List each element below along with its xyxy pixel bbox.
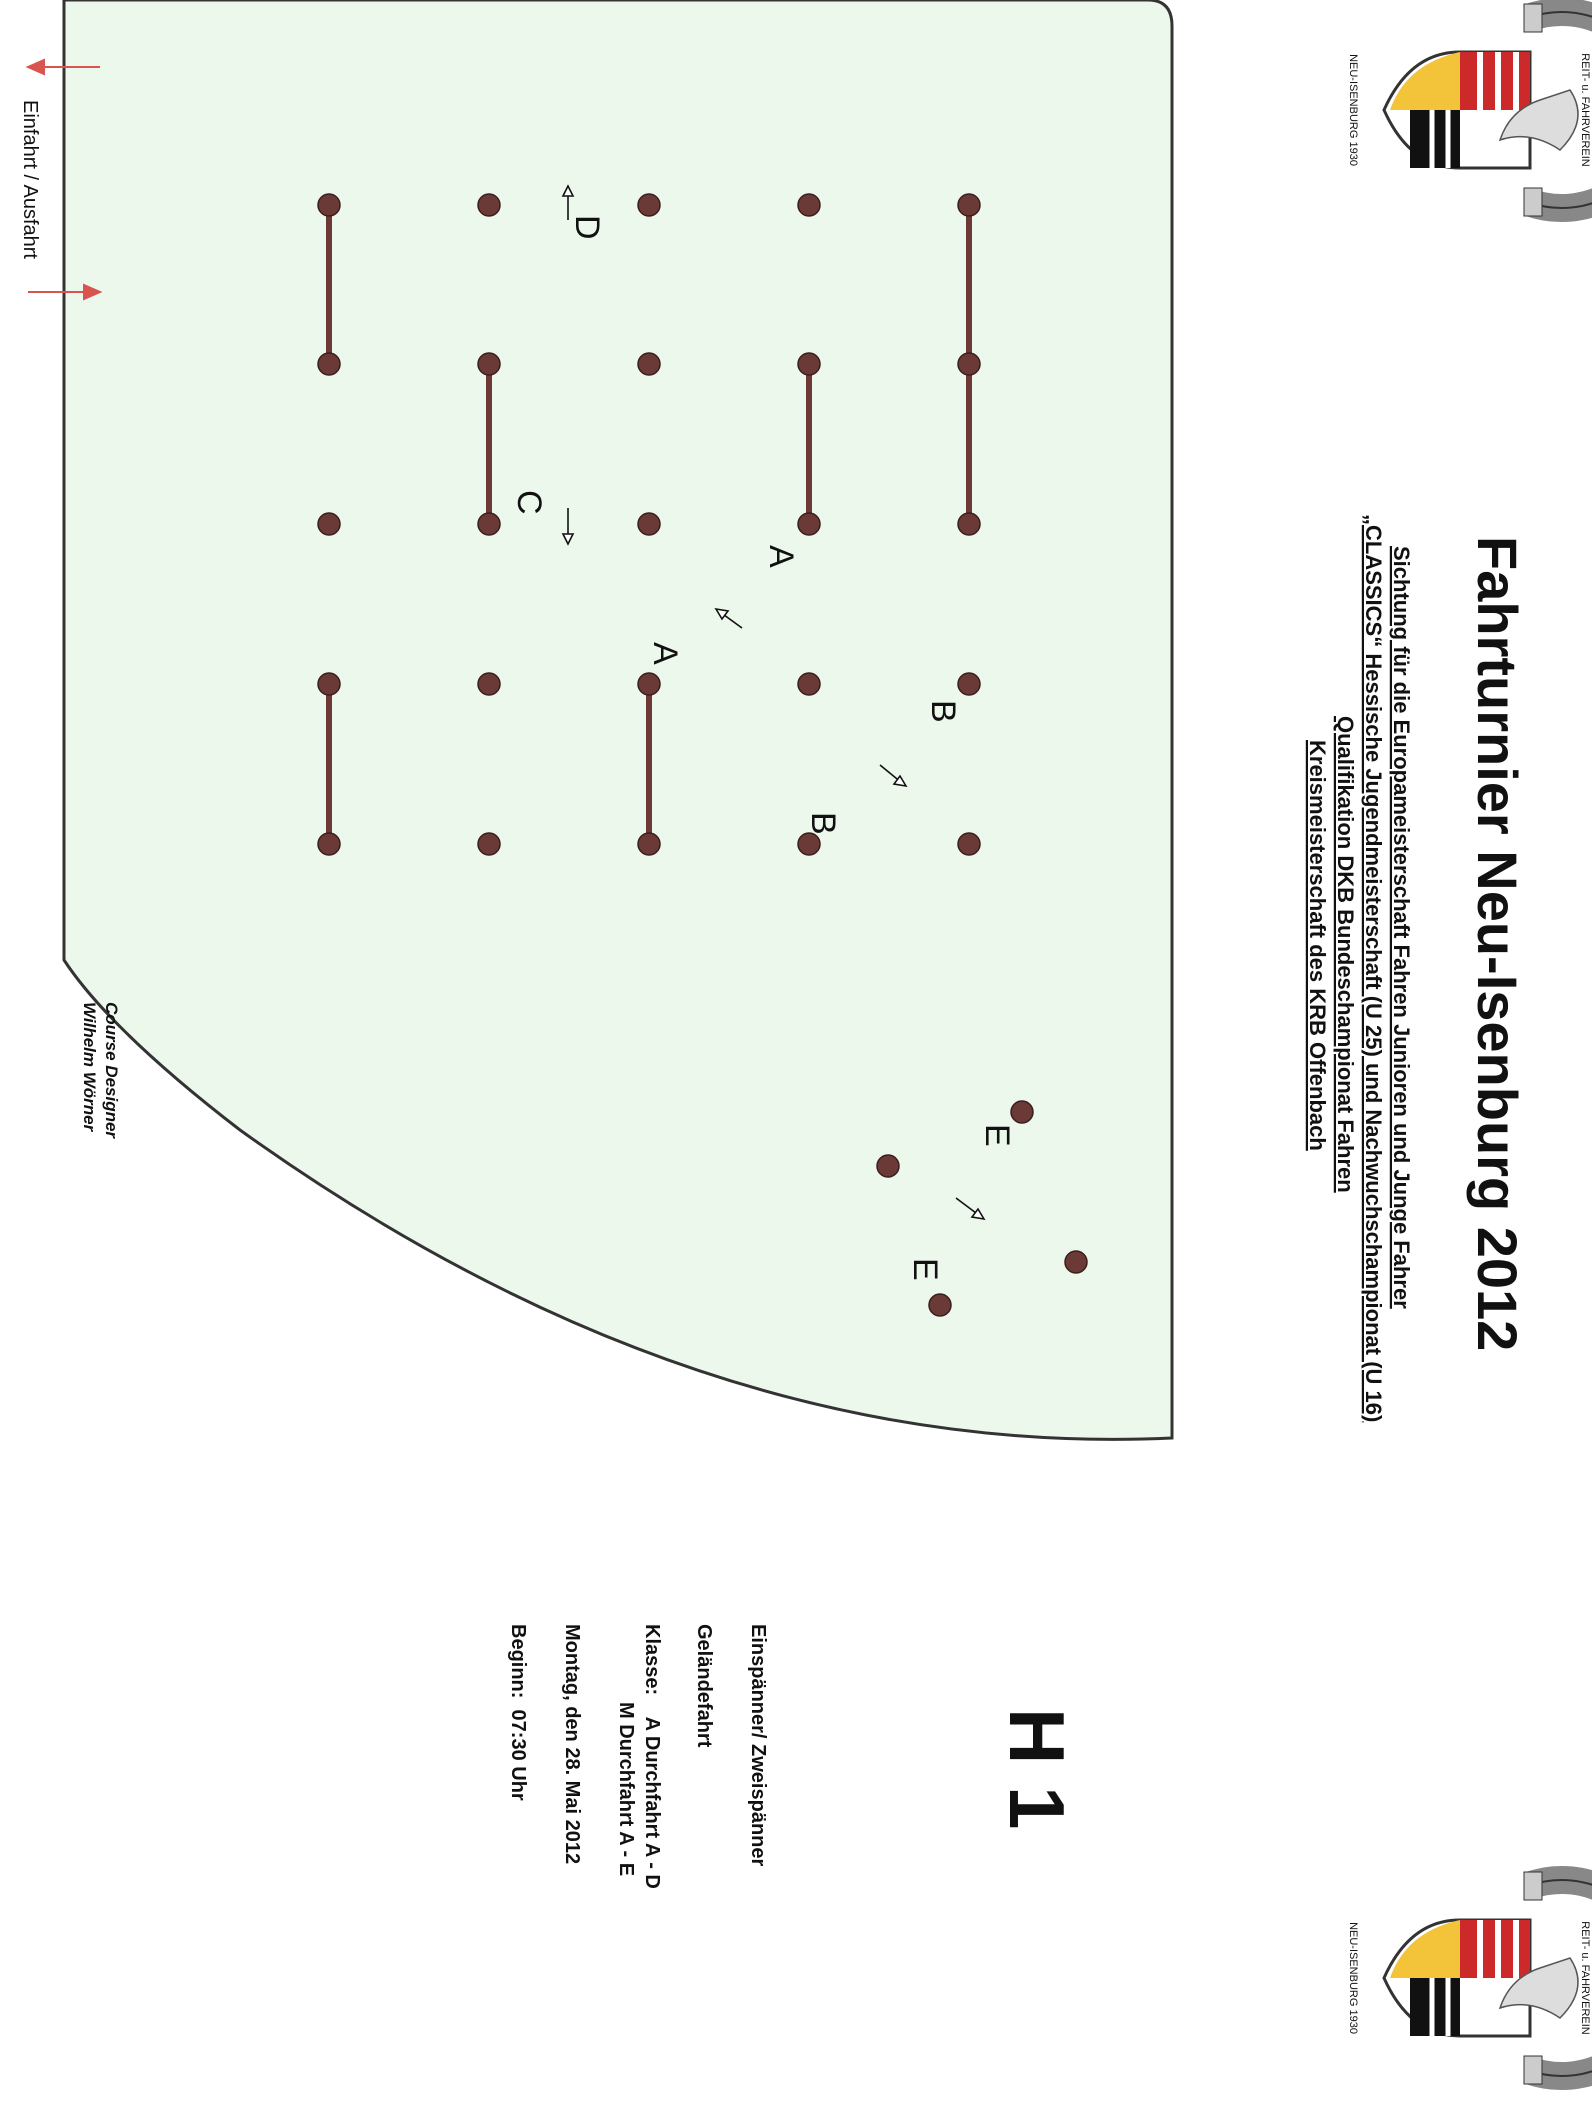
- gate-letter-c: C: [510, 490, 548, 515]
- post: [798, 833, 820, 855]
- logo-ring-bottom: NEU-ISENBURG 1930: [1347, 54, 1359, 166]
- subtitle-line: Sichtung für die Europameisterschaft Fahren Junioren und Junge Fahrer: [1389, 546, 1414, 1309]
- club-logo-top: [1347, 4, 1592, 216]
- post: [958, 194, 980, 216]
- post: [318, 833, 340, 855]
- gate-letter-d: D: [568, 215, 606, 240]
- post: [638, 513, 660, 535]
- course-id: H 1: [993, 1708, 1081, 1830]
- post: [478, 194, 500, 216]
- gate-letter-b: B: [924, 700, 962, 723]
- logo-ring-bottom: NEU-ISENBURG 1930: [1347, 1922, 1359, 2034]
- post: [958, 353, 980, 375]
- entrance-label: Einfahrt / Ausfahrt: [19, 100, 41, 259]
- post: [318, 194, 340, 216]
- post: [798, 353, 820, 375]
- post: [958, 833, 980, 855]
- post: [478, 353, 500, 375]
- gate-letter-a: A: [762, 545, 800, 568]
- post: [478, 673, 500, 695]
- post: [798, 194, 820, 216]
- logo-ring-top: REIT- u. FAHRVEREIN: [1579, 1921, 1591, 2035]
- post: [798, 513, 820, 535]
- subtitle-line: „CLASSICS“ Hessische Jugendmeisterschaft (U 25) und Nachwuchschampionat (U 16): [1361, 514, 1386, 1423]
- post: [318, 353, 340, 375]
- page-title: Fahrturnier Neu-Isenburg 2012: [1466, 536, 1529, 1352]
- arena-field: [64, 0, 1172, 1439]
- logo-ring-top: REIT- u. FAHRVEREIN: [1579, 53, 1591, 167]
- post: [478, 833, 500, 855]
- club-logo-bottom: [1347, 1872, 1592, 2084]
- gate-letter-b: B: [804, 812, 842, 835]
- post: [638, 833, 660, 855]
- post: [638, 353, 660, 375]
- designer-name: Wilhelm Wörner: [80, 1002, 99, 1132]
- detail-line: M Durchfahrt A - E: [615, 1702, 637, 1877]
- post: [638, 194, 660, 216]
- designer-label: Course Designer: [102, 1002, 121, 1139]
- gate-letter-a: A: [646, 642, 684, 665]
- post: [478, 513, 500, 535]
- detail-line: Geländefahrt: [693, 1624, 715, 1748]
- post: [958, 513, 980, 535]
- post: [1065, 1251, 1087, 1273]
- subtitle-line: Qualifikation DKB Bundeschampionat Fahren: [1333, 716, 1358, 1193]
- subtitle-line: Kreismeisterschaft des KRB Offenbach: [1305, 740, 1330, 1151]
- post: [638, 673, 660, 695]
- gate-letter-e: E: [906, 1258, 944, 1281]
- post: [929, 1294, 951, 1316]
- detail-line: Klasse: A Durchfahrt A - D: [641, 1624, 663, 1889]
- post: [798, 673, 820, 695]
- post: [877, 1155, 899, 1177]
- detail-line: Montag, den 28. Mai 2012: [561, 1624, 583, 1865]
- post: [1011, 1101, 1033, 1123]
- detail-line: Einspänner/ Zweispänner: [747, 1624, 769, 1867]
- post: [958, 673, 980, 695]
- post: [318, 513, 340, 535]
- detail-line: Beginn: 07:30 Uhr: [507, 1624, 529, 1801]
- post: [318, 673, 340, 695]
- gate-letter-e: E: [978, 1124, 1016, 1147]
